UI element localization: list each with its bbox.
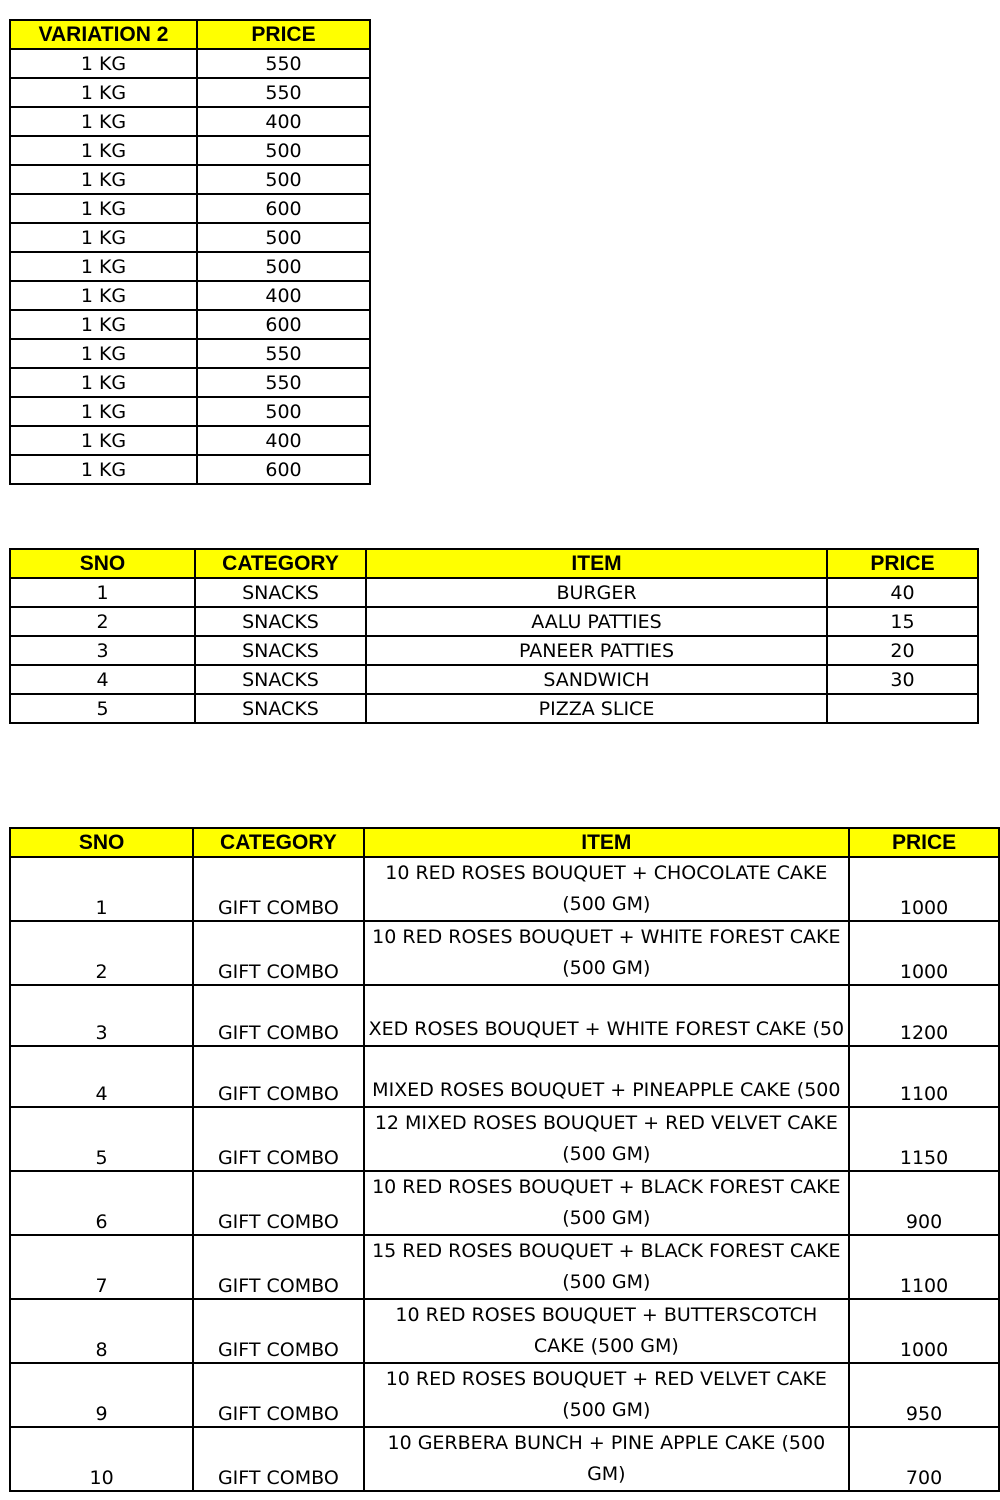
cell-category: SNACKS xyxy=(195,665,366,694)
cell-category: GIFT COMBO xyxy=(193,921,363,985)
cell-sno: 5 xyxy=(10,1107,193,1171)
cell-sno: 3 xyxy=(10,985,193,1046)
table-header-row xyxy=(10,828,999,857)
cell-sno: 9 xyxy=(10,1363,193,1427)
cell-variation: 1 KG xyxy=(10,426,197,455)
cell-price xyxy=(827,694,978,723)
cell-variation: 1 KG xyxy=(10,281,197,310)
cell-sno: 1 xyxy=(10,578,195,607)
header-price: PRICE xyxy=(849,828,999,857)
cell-sno: 8 xyxy=(10,1299,193,1363)
cell-variation: 1 KG xyxy=(10,339,197,368)
cell-category: GIFT COMBO xyxy=(193,1363,363,1427)
cell-sno: 6 xyxy=(10,1171,193,1235)
cell-price: 500 xyxy=(197,136,370,165)
cell-price: 15 xyxy=(827,607,978,636)
cell-price: 550 xyxy=(197,339,370,368)
table-row xyxy=(10,455,370,484)
cell-price: 40 xyxy=(827,578,978,607)
header-item: ITEM xyxy=(364,828,850,857)
cell-variation: 1 KG xyxy=(10,397,197,426)
table-row xyxy=(10,281,370,310)
cell-sno: 4 xyxy=(10,1046,193,1107)
cell-sno: 1 xyxy=(10,857,193,921)
cell-item: 12 MIXED ROSES BOUQUET + RED VELVET CAKE (500 GM) xyxy=(364,1107,850,1171)
cell-category: GIFT COMBO xyxy=(193,857,363,921)
cell-sno: 3 xyxy=(10,636,195,665)
snacks-table xyxy=(9,548,979,724)
table-row xyxy=(10,426,370,455)
cell-price: 950 xyxy=(849,1363,999,1427)
cell-item: 10 RED ROSES BOUQUET + BLACK FOREST CAKE (500 GM) xyxy=(364,1171,850,1235)
cell-price: 600 xyxy=(197,455,370,484)
cell-price: 500 xyxy=(197,252,370,281)
table-row xyxy=(10,665,978,694)
table-row xyxy=(10,636,978,665)
cell-variation: 1 KG xyxy=(10,252,197,281)
cell-sno: 10 xyxy=(10,1427,193,1491)
header-price: PRICE xyxy=(197,20,370,49)
cell-sno: 4 xyxy=(10,665,195,694)
cell-item: XED ROSES BOUQUET + WHITE FOREST CAKE (50 xyxy=(364,985,850,1046)
cell-variation: 1 KG xyxy=(10,107,197,136)
cell-price: 500 xyxy=(197,165,370,194)
header-category: CATEGORY xyxy=(193,828,363,857)
cell-category: GIFT COMBO xyxy=(193,1171,363,1235)
cell-item: 10 RED ROSES BOUQUET + CHOCOLATE CAKE (500 GM) xyxy=(364,857,850,921)
cell-price: 900 xyxy=(849,1171,999,1235)
cell-price: 550 xyxy=(197,78,370,107)
cell-variation: 1 KG xyxy=(10,165,197,194)
table-body xyxy=(10,578,978,723)
cell-item: 15 RED ROSES BOUQUET + BLACK FOREST CAKE (500 GM) xyxy=(364,1235,850,1299)
table-row xyxy=(10,194,370,223)
table-row xyxy=(10,607,978,636)
cell-price: 600 xyxy=(197,194,370,223)
cell-category: SNACKS xyxy=(195,636,366,665)
cell-item: MIXED ROSES BOUQUET + PINEAPPLE CAKE (500 xyxy=(364,1046,850,1107)
table-row xyxy=(10,165,370,194)
cell-price: 1000 xyxy=(849,857,999,921)
cell-variation: 1 KG xyxy=(10,455,197,484)
cell-category: GIFT COMBO xyxy=(193,1427,363,1491)
cell-category: GIFT COMBO xyxy=(193,1299,363,1363)
table-row xyxy=(10,78,370,107)
cell-price: 30 xyxy=(827,665,978,694)
table-row xyxy=(10,1235,999,1299)
cell-price: 500 xyxy=(197,397,370,426)
cell-price: 550 xyxy=(197,49,370,78)
cell-category: GIFT COMBO xyxy=(193,1046,363,1107)
table-row xyxy=(10,1171,999,1235)
cell-variation: 1 KG xyxy=(10,78,197,107)
table-row xyxy=(10,339,370,368)
cell-price: 1200 xyxy=(849,985,999,1046)
header-sno: SNO xyxy=(10,549,195,578)
cell-price: 700 xyxy=(849,1427,999,1491)
cell-category: SNACKS xyxy=(195,578,366,607)
table-row xyxy=(10,578,978,607)
cell-item: PANEER PATTIES xyxy=(366,636,827,665)
cell-price: 400 xyxy=(197,107,370,136)
cell-item: 10 GERBERA BUNCH + PINE APPLE CAKE (500 GM) xyxy=(364,1427,850,1491)
table-body xyxy=(10,49,370,484)
cell-item: AALU PATTIES xyxy=(366,607,827,636)
table-row xyxy=(10,252,370,281)
cell-price: 1100 xyxy=(849,1235,999,1299)
cell-price: 500 xyxy=(197,223,370,252)
table-row xyxy=(10,310,370,339)
header-item: ITEM xyxy=(366,549,827,578)
cell-price: 20 xyxy=(827,636,978,665)
cell-variation: 1 KG xyxy=(10,49,197,78)
table-row xyxy=(10,136,370,165)
table-row xyxy=(10,1427,999,1491)
table-row xyxy=(10,1299,999,1363)
cell-item: BURGER xyxy=(366,578,827,607)
table-row xyxy=(10,1107,999,1171)
cell-category: GIFT COMBO xyxy=(193,985,363,1046)
cell-price: 600 xyxy=(197,310,370,339)
cell-price: 1100 xyxy=(849,1046,999,1107)
cell-price: 550 xyxy=(197,368,370,397)
table-row xyxy=(10,107,370,136)
gift-combo-table xyxy=(9,827,1000,1492)
cell-variation: 1 KG xyxy=(10,368,197,397)
cell-variation: 1 KG xyxy=(10,310,197,339)
cell-category: SNACKS xyxy=(195,694,366,723)
cell-variation: 1 KG xyxy=(10,223,197,252)
table-row xyxy=(10,1046,999,1107)
cell-sno: 2 xyxy=(10,921,193,985)
table-row xyxy=(10,1363,999,1427)
cell-category: SNACKS xyxy=(195,607,366,636)
cell-category: GIFT COMBO xyxy=(193,1235,363,1299)
table-row xyxy=(10,397,370,426)
header-variation: VARIATION 2 xyxy=(10,20,197,49)
cell-item: SANDWICH xyxy=(366,665,827,694)
cell-item: 10 RED ROSES BOUQUET + BUTTERSCOTCH CAKE (500 GM) xyxy=(364,1299,850,1363)
table-header-row xyxy=(10,549,978,578)
cell-item: 10 RED ROSES BOUQUET + RED VELVET CAKE (500 GM) xyxy=(364,1363,850,1427)
table-header-row xyxy=(10,20,370,49)
cell-variation: 1 KG xyxy=(10,136,197,165)
table-row xyxy=(10,49,370,78)
cell-variation: 1 KG xyxy=(10,194,197,223)
variation-price-table xyxy=(9,19,371,485)
cell-price: 1000 xyxy=(849,1299,999,1363)
cell-price: 400 xyxy=(197,281,370,310)
cell-price: 1150 xyxy=(849,1107,999,1171)
cell-sno: 5 xyxy=(10,694,195,723)
cell-item: 10 RED ROSES BOUQUET + WHITE FOREST CAKE (500 GM) xyxy=(364,921,850,985)
table-body xyxy=(10,857,999,1491)
table-row xyxy=(10,694,978,723)
cell-price: 1000 xyxy=(849,921,999,985)
cell-price: 400 xyxy=(197,426,370,455)
table-row xyxy=(10,921,999,985)
table-row xyxy=(10,985,999,1046)
cell-sno: 2 xyxy=(10,607,195,636)
header-category: CATEGORY xyxy=(195,549,366,578)
header-price: PRICE xyxy=(827,549,978,578)
table-row xyxy=(10,223,370,252)
header-sno: SNO xyxy=(10,828,193,857)
cell-category: GIFT COMBO xyxy=(193,1107,363,1171)
table-row xyxy=(10,368,370,397)
table-row xyxy=(10,857,999,921)
cell-sno: 7 xyxy=(10,1235,193,1299)
cell-item: PIZZA SLICE xyxy=(366,694,827,723)
